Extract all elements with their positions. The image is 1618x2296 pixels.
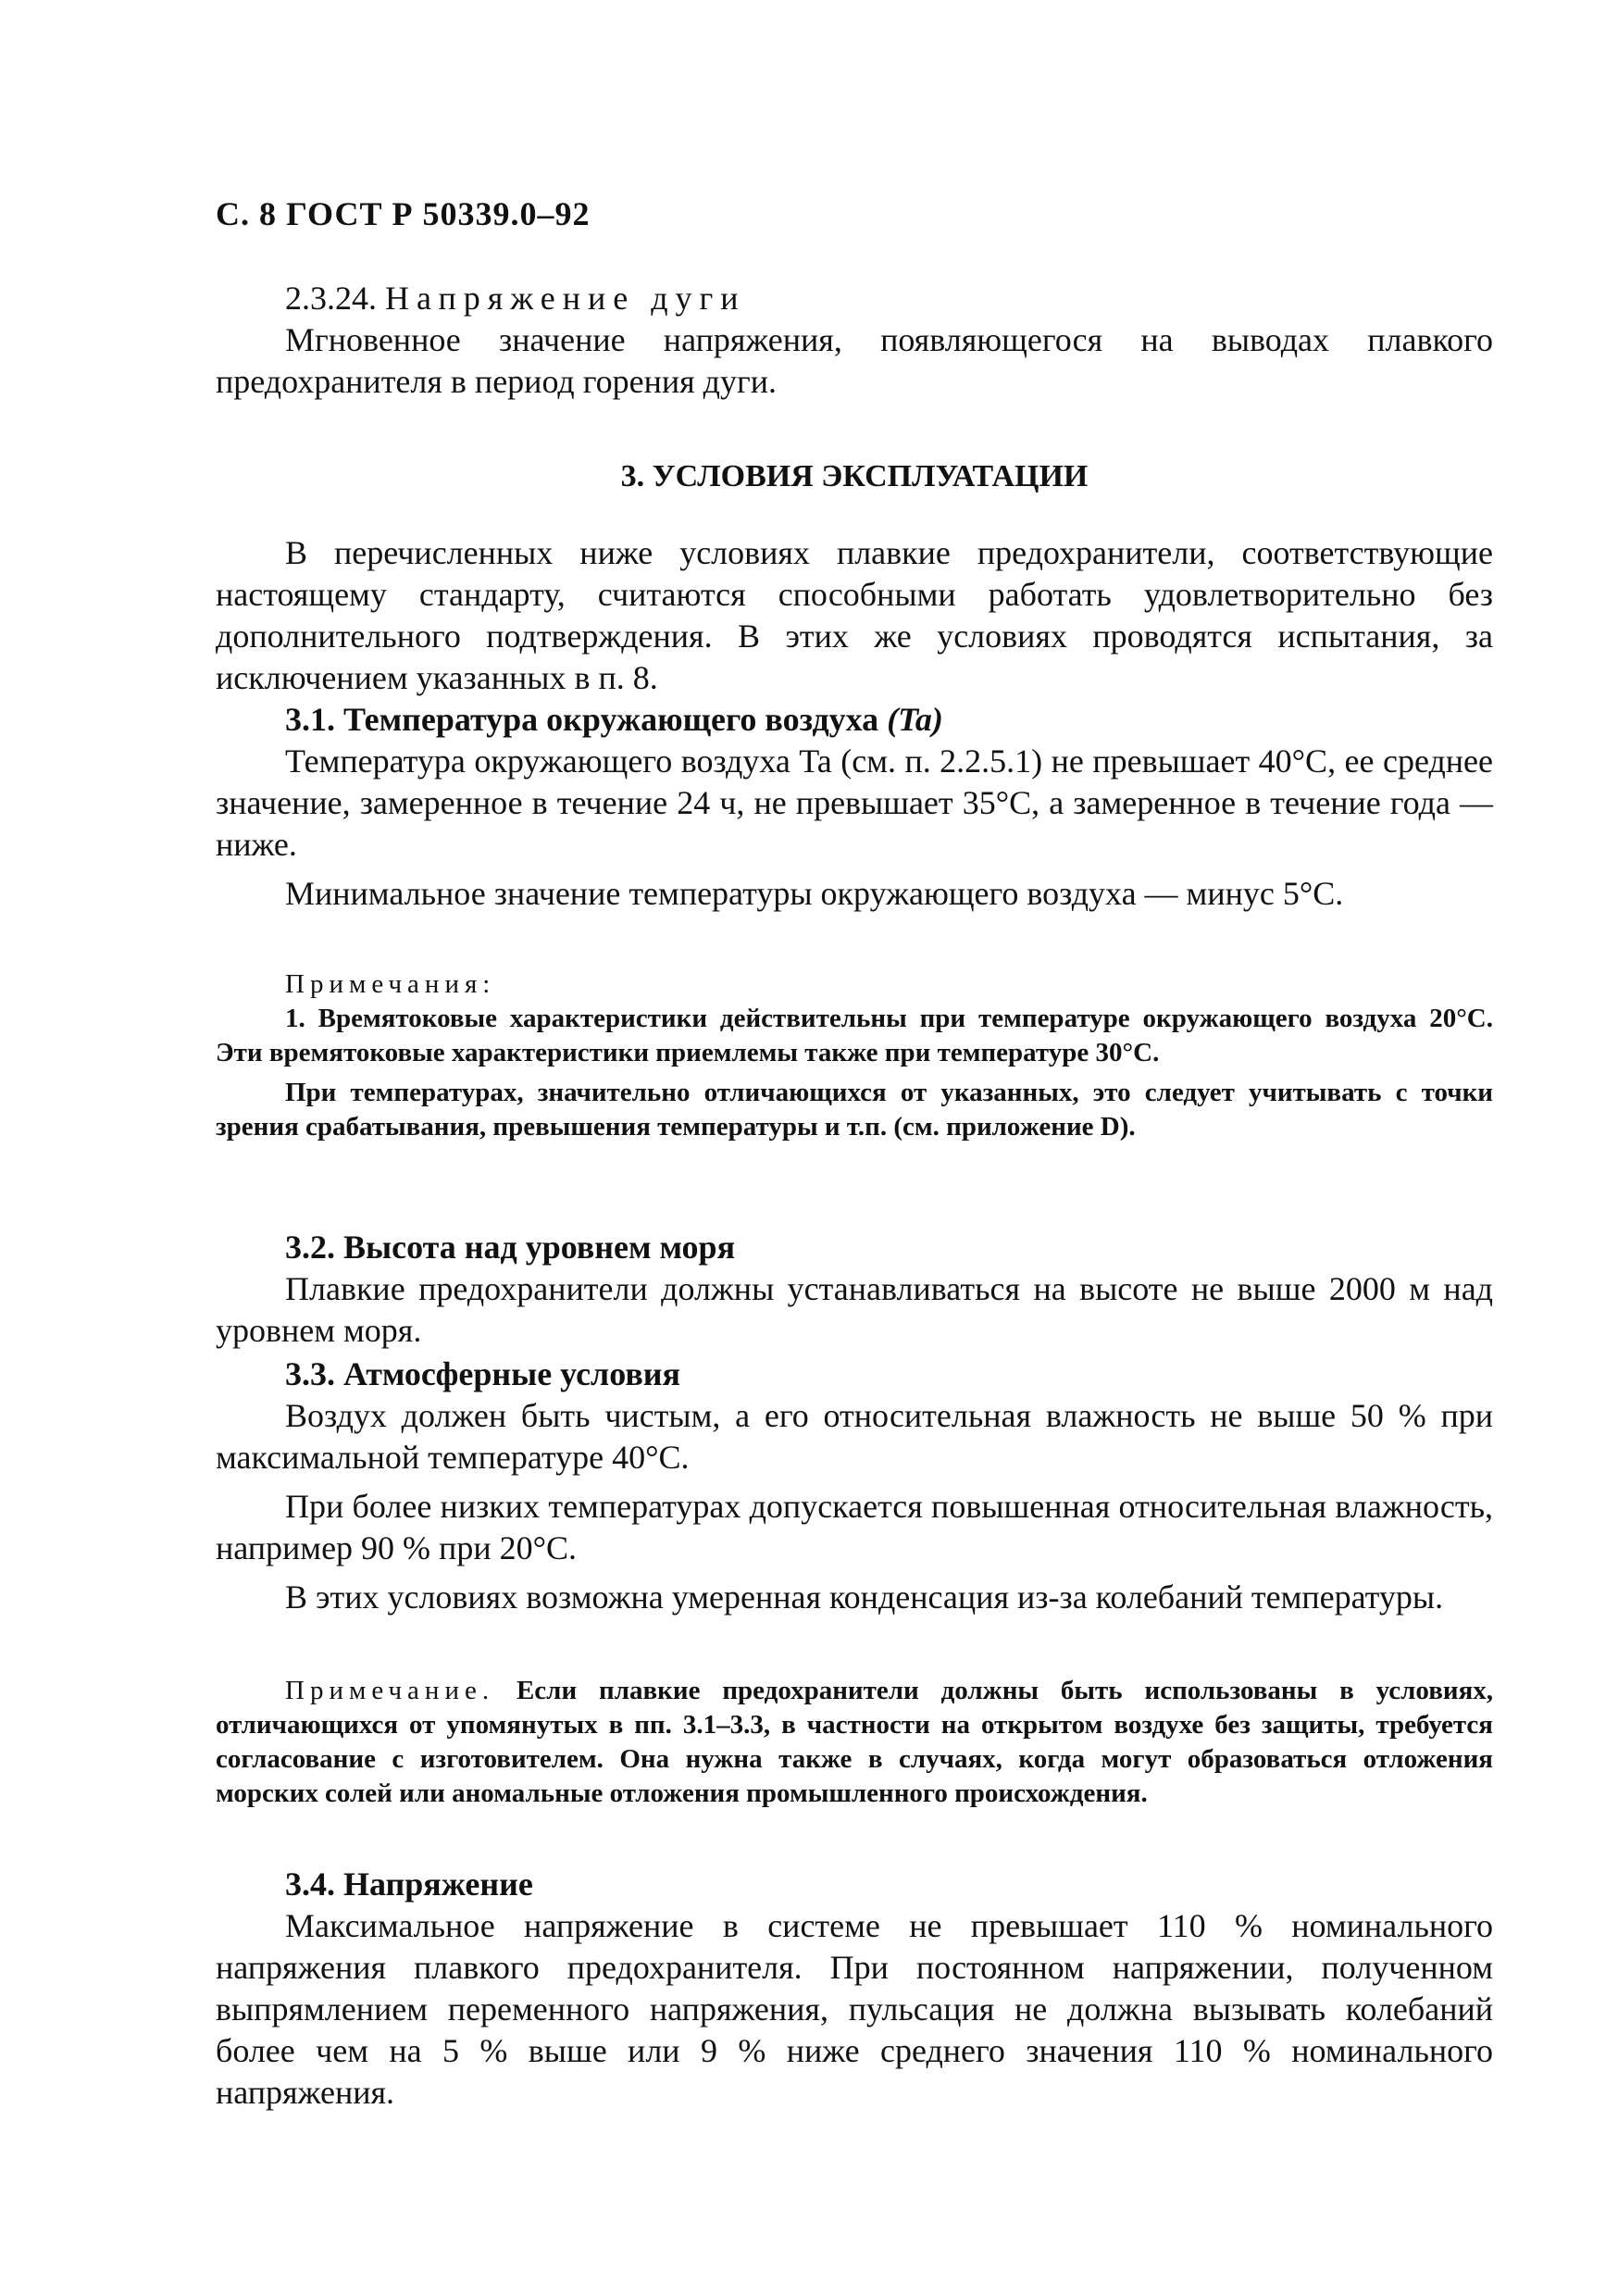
section-3-1-heading: [216, 699, 1493, 741]
section-3-2-para-1: Плавкие предохранители должны устанавливаться на высоте не выше 2000 м над уровнем моря.: [216, 1270, 1493, 1349]
section-3-1-para-2: Минимальное значение температуры окружающего воздуха — минус 5°С.: [285, 875, 1344, 912]
section-3-4-para-1: Максимальное напряжение в системе не превышает 110 % номинального напряжения плавкого предохранителя. При постоянном напряжении, полученном выпрямлением переменного напряжения, пульсация не должна вызывать колебаний более чем на 5 % выше или 9 % ниже среднего значения 110 % номинального напряжения.: [216, 1907, 1493, 2111]
section-2-3-24-title: Напряжение дуги: [385, 280, 746, 317]
section-3-2-heading: [216, 1227, 1493, 1268]
section-3-4-number: 3.4.: [285, 1866, 335, 1903]
section-3-3-para-1: Воздух должен быть чистым, а его относительная влажность не выше 50 % при максимальной температуре 40°С.: [216, 1397, 1493, 1476]
note-2: При температурах, значительно отличающихся от указанных, это следует учитывать с точки зрения срабатывания, превышения температуры и т.п. (см. приложение D).: [216, 1078, 1493, 1142]
section-3-3-note-label: Примечание.: [285, 1676, 495, 1705]
section-3-1-para-1: Температура окружающего воздуха Ta (см. п. 2.2.5.1) не превышает 40°С, ее среднее значение, замеренное в течение 24 ч, не превышает 35°С, а замеренное в течение года — ниже.: [216, 742, 1493, 863]
section-3-intro: [216, 532, 1493, 699]
section-3-3-note-text: [216, 1674, 1493, 1811]
section-3-3-heading: [216, 1354, 1493, 1395]
section-3-4-title: Напряжение: [343, 1866, 533, 1903]
page-header: С. 8 ГОСТ Р 50339.0–92: [216, 195, 591, 232]
section-3-1-symbol: (Ta): [887, 701, 943, 738]
section-2-3-24: [216, 278, 1493, 403]
note-1: 1. Времятоковые характеристики действительны при температуре окружающего воздуха 20°С. Эти времятоковые характеристики приемлемы также при температуре 30°С.: [216, 1004, 1493, 1067]
section-3-3-note: [216, 1674, 1493, 1811]
section-2-3-24-heading: [216, 278, 1493, 319]
section-2-3-24-text: Мгновенное значение напряжения, появляющегося на выводах плавкого предохранителя в период горения дуги.: [216, 321, 1493, 400]
section-3-1-number: 3.1.: [285, 701, 335, 738]
section-3-3-para-3: В этих условиях возможна умеренная конденсация из-за колебаний температуры.: [285, 1578, 1444, 1616]
section-3-3-number: 3.3.: [285, 1355, 335, 1392]
section-3-3-para-2: При более низких температурах допускается повышенная относительная влажность, например 90 % при 20°С.: [216, 1488, 1493, 1566]
section-3-intro-text: В перечисленных ниже условиях плавкие предохранители, соответствующие настоящему стандарту, считаются способными работать удовлетворительно без дополнительного подтверждения. В этих же условиях проводятся испытания, за исключением указанных в п. 8.: [216, 534, 1493, 696]
notes-label: [216, 967, 1493, 1002]
section-3-4-heading: [216, 1864, 1493, 1905]
section-3-1-title: Температура окружающего воздуха: [343, 701, 879, 738]
section-3-title: 3. УСЛОВИЯ ЭКСПЛУАТАЦИИ: [620, 459, 1089, 493]
section-3-3-title: Атмосферные условия: [343, 1355, 681, 1392]
section-3-1: [216, 699, 1493, 915]
section-2-3-24-number: 2.3.24.: [285, 280, 377, 317]
section-3-2-title: Высота над уровнем моря: [343, 1229, 736, 1266]
section-3-3: [216, 1354, 1493, 1618]
section-3-1-notes: [216, 967, 1493, 1144]
section-3-2-number: 3.2.: [285, 1229, 335, 1266]
notes-label-text: Примечания:: [285, 969, 496, 999]
section-3-4: [216, 1864, 1493, 2114]
section-3-3-note-body: Если плавкие предохранители должны быть использованы в условиях, отличающихся от упомянутых в пп. 3.1–3.3, в частности на открытом воздухе без защиты, требуется согласование с изготовителем. Она нужна также в случаях, когда могут образоваться отложения морских солей или аномальные отложения промышленного происхождения.: [216, 1676, 1494, 1808]
section-3-2: [216, 1227, 1493, 1352]
